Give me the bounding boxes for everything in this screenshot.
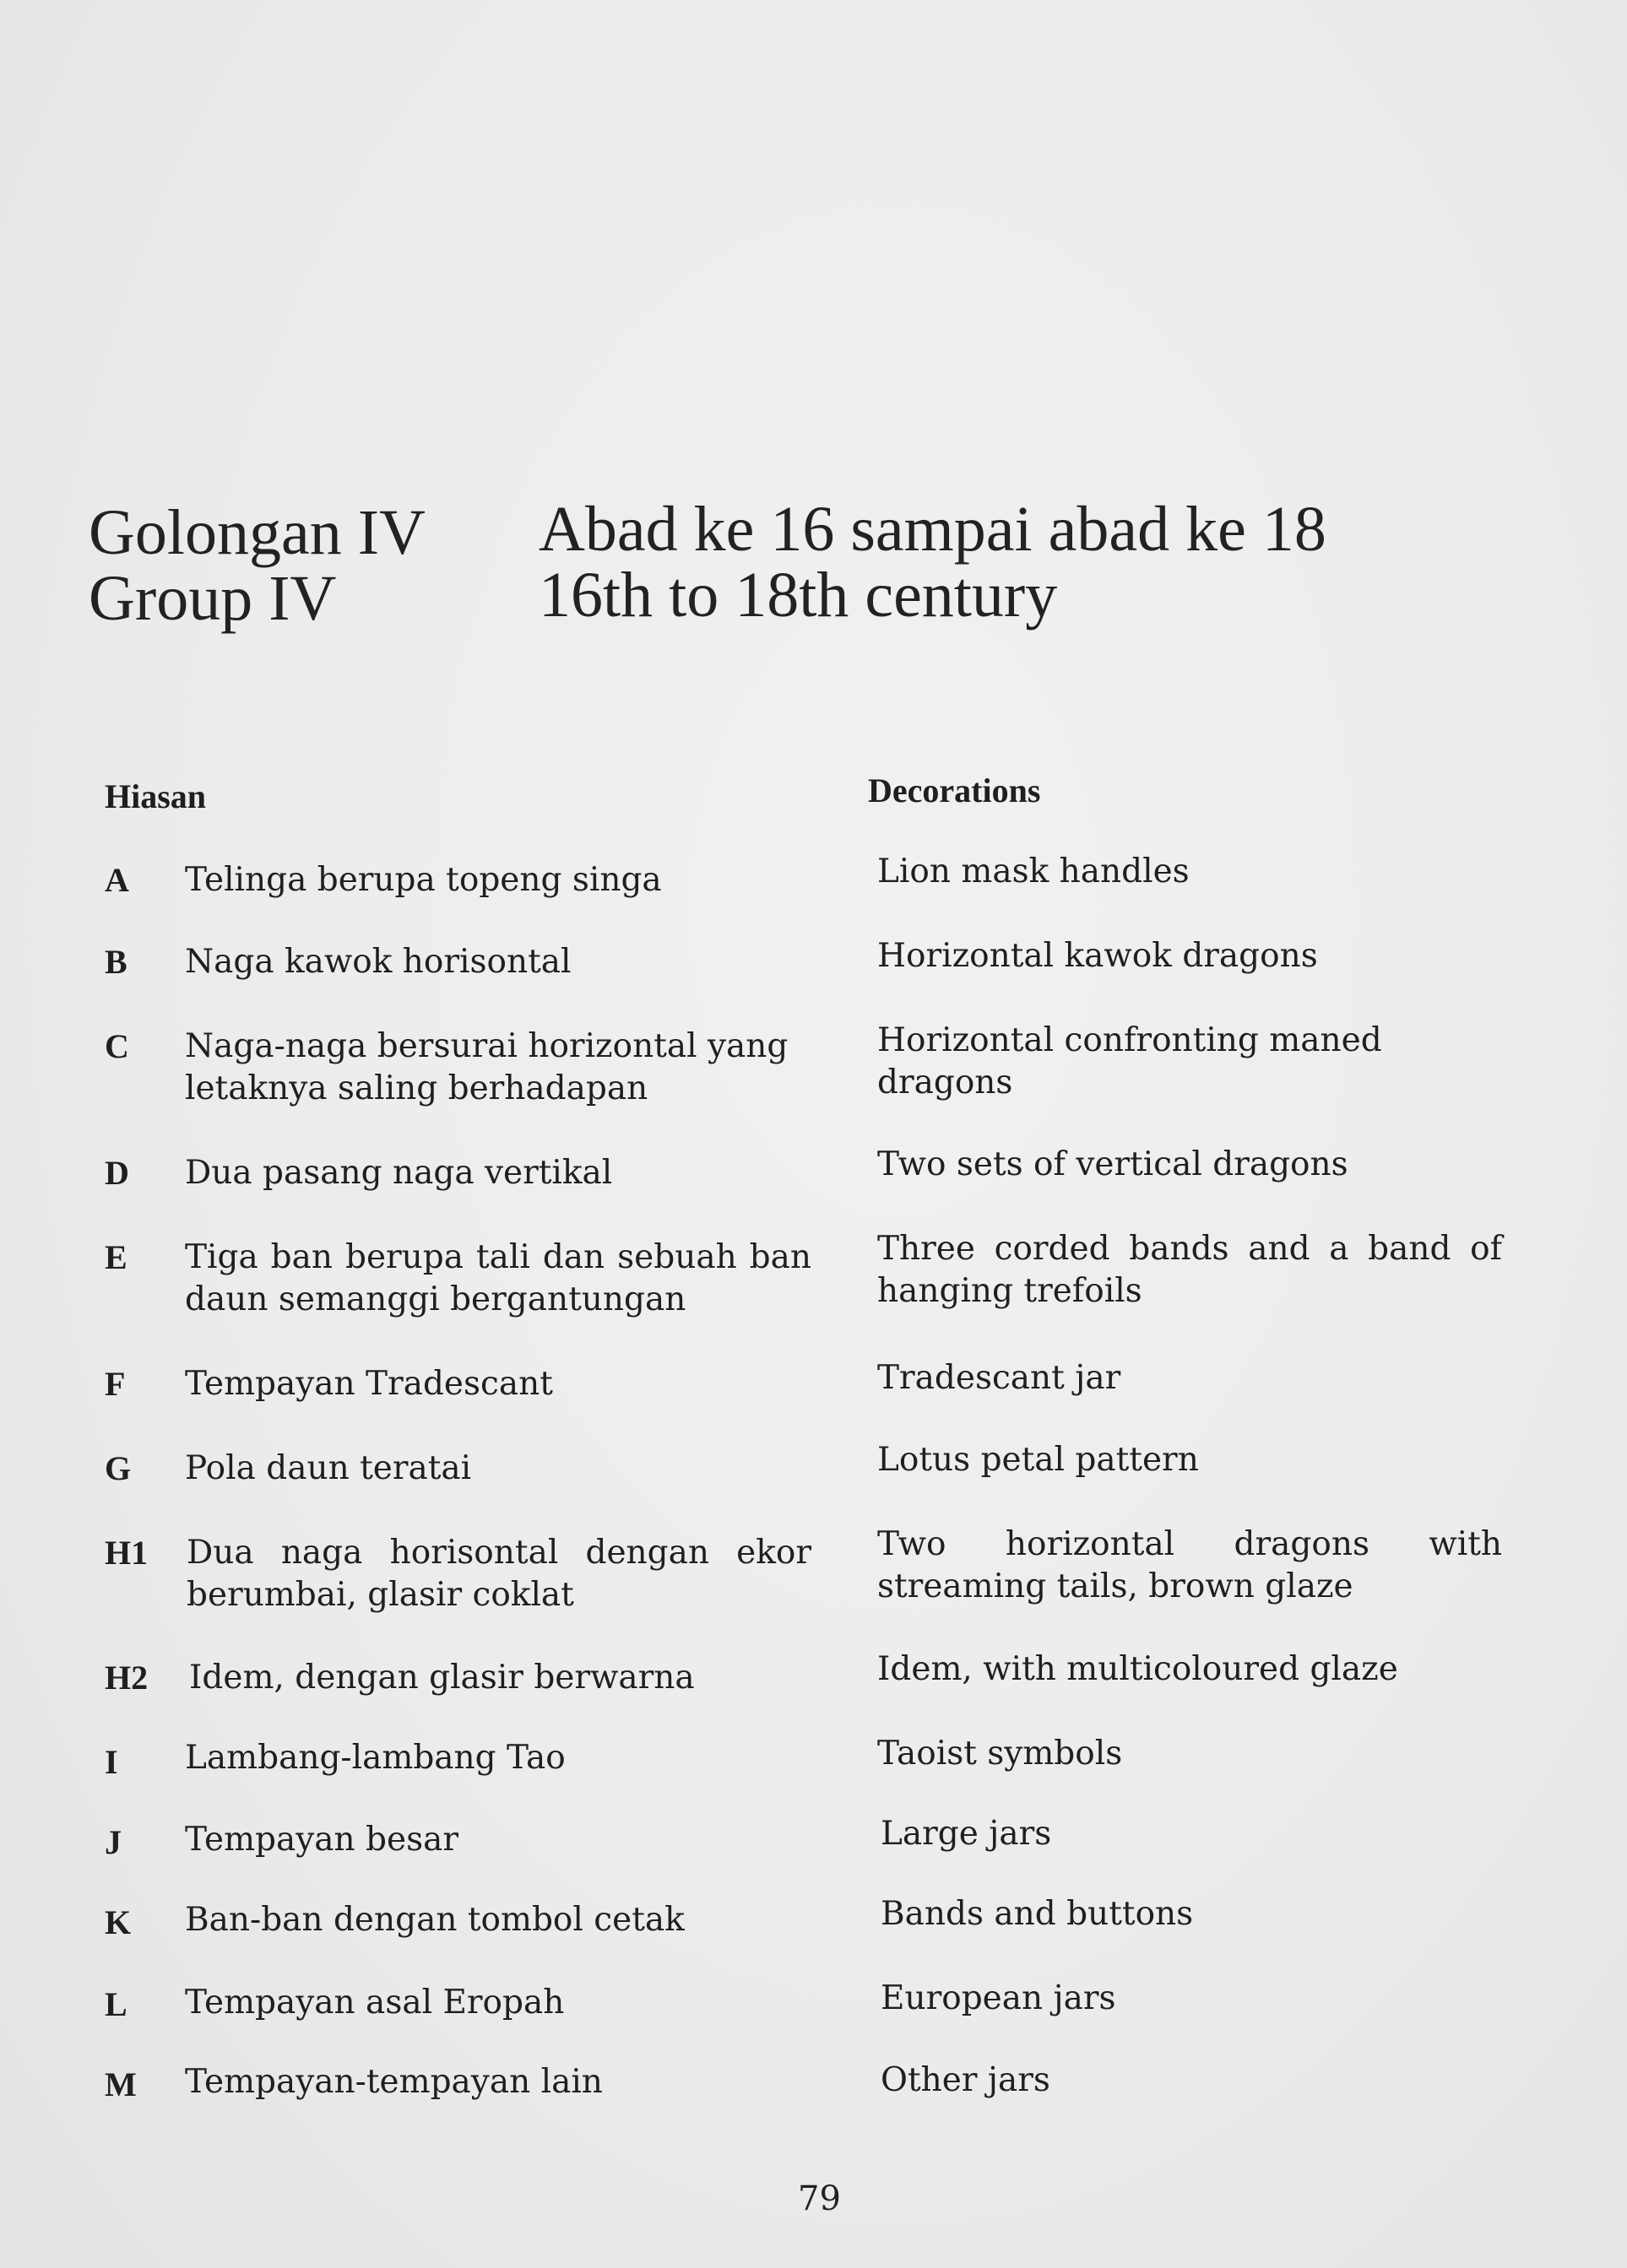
row-english-a: Lion mask handles xyxy=(877,853,1190,890)
column-heading-hiasan: Hiasan xyxy=(105,777,207,815)
row-letter-l: L xyxy=(105,1985,127,2023)
row-letter-j: J xyxy=(105,1823,122,1861)
row-letter-i: I xyxy=(105,1743,118,1781)
row-indonesian-e: Tiga ban berupa tali dan sebuah ban daun semanggi bergantungan xyxy=(185,1238,811,1318)
row-letter-m: M xyxy=(105,2065,137,2103)
row-letter-k: K xyxy=(105,1903,132,1941)
row-indonesian-a: Telinga berupa topeng singa xyxy=(185,861,662,899)
row-english-i: Taoist symbols xyxy=(877,1735,1123,1773)
row-english-k: Bands and buttons xyxy=(881,1895,1194,1933)
row-indonesian-d: Dua pasang naga vertikal xyxy=(185,1154,613,1192)
row-english-l: European jars xyxy=(881,1979,1116,2017)
row-english-h2: Idem, with multicoloured glaze xyxy=(877,1650,1398,1688)
row-letter-h1: H1 xyxy=(105,1534,149,1572)
row-indonesian-b: Naga kawok horisontal xyxy=(185,943,572,981)
row-letter-b: B xyxy=(105,943,127,981)
row-indonesian-l: Tempayan asal Eropah xyxy=(185,1984,565,2022)
row-english-h1: Two horizontal dragons with streaming tails, brown glaze xyxy=(877,1525,1502,1605)
column-heading-decorations: Decorations xyxy=(868,771,1041,809)
row-indonesian-c: Naga-naga bersurai horizontal yang letaknya saling berhadapan xyxy=(185,1027,789,1107)
row-english-f: Tradescant jar xyxy=(877,1359,1121,1397)
row-letter-g: G xyxy=(105,1449,132,1487)
row-letter-a: A xyxy=(105,861,129,899)
period-title-indonesian: Abad ke 16 sampai abad ke 18 xyxy=(539,494,1326,565)
row-indonesian-h2: Idem, dengan glasir berwarna xyxy=(189,1659,695,1697)
row-english-g: Lotus petal pattern xyxy=(877,1441,1199,1479)
row-indonesian-h1: Dua naga horisontal dengan ekor berumbai, glasir coklat xyxy=(187,1534,811,1614)
group-title-indonesian: Golongan IV xyxy=(89,497,426,568)
row-english-j: Large jars xyxy=(881,1815,1052,1853)
row-letter-e: E xyxy=(105,1238,127,1276)
row-indonesian-g: Pola daun teratai xyxy=(185,1449,472,1487)
row-letter-h2: H2 xyxy=(105,1659,149,1697)
row-letter-f: F xyxy=(105,1365,126,1403)
row-indonesian-m: Tempayan-tempayan lain xyxy=(185,2063,603,2101)
period-title-english: 16th to 18th century xyxy=(539,560,1058,631)
row-english-c: Horizontal confronting maned dragons xyxy=(877,1021,1382,1102)
group-title-english: Group IV xyxy=(89,563,337,634)
row-indonesian-f: Tempayan Tradescant xyxy=(185,1365,553,1403)
row-english-b: Horizontal kawok dragons xyxy=(877,937,1318,975)
row-english-d: Two sets of vertical dragons xyxy=(877,1145,1348,1183)
row-english-e: Three corded bands and a band of hanging trefoils xyxy=(877,1230,1502,1310)
row-indonesian-k: Ban-ban dengan tombol cetak xyxy=(185,1901,685,1939)
row-letter-c: C xyxy=(105,1027,129,1065)
row-indonesian-j: Tempayan besar xyxy=(185,1821,459,1859)
row-letter-d: D xyxy=(105,1154,129,1192)
row-indonesian-i: Lambang-lambang Tao xyxy=(185,1739,566,1777)
row-english-m: Other jars xyxy=(881,2061,1050,2099)
page-number: 79 xyxy=(798,2179,841,2218)
